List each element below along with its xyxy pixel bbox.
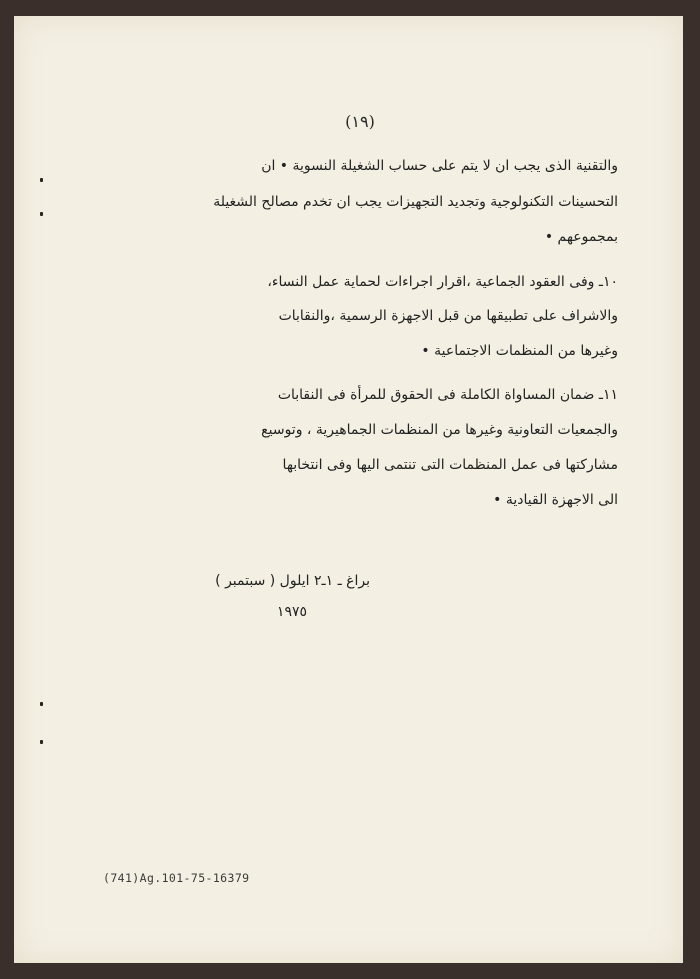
year: ١٩٧٥ (276, 604, 307, 620)
item-11-line: الى الاجهزة القيادية • (493, 492, 618, 508)
punch-hole-mark (40, 212, 43, 216)
punch-hole-mark (40, 702, 43, 706)
item-10-line: ١٠ـ وفى العقود الجماعية ،اقرار اجراءات لحماية عمل النساء، (267, 274, 618, 290)
intro-line: بمجموعهم • (544, 229, 618, 245)
item-10-line: والاشراف على تطبيقها من قبل الاجهزة الرسمية ،والنقابات (278, 308, 618, 324)
archive-code: (741)Ag.101-75-16379 (103, 871, 250, 885)
item-11-line: والجمعيات التعاونية وغيرها من المنظمات الجماهيرية ، وتوسيع (261, 422, 618, 438)
intro-line: التحسينات التكنولوجية وتجديد التجهيزات يجب ان تخدم مصالح الشغيلة (213, 194, 618, 210)
item-10-line: وغيرها من المنظمات الاجتماعية • (421, 343, 618, 359)
item-11-line: ١١ـ ضمان المساواة الكاملة فى الحقوق للمرأة فى النقابات (277, 387, 618, 403)
place-date: براغ ـ ١ـ٢ ايلول ( سبتمبر ) (215, 573, 370, 589)
punch-hole-mark (40, 178, 43, 182)
item-11-line: مشاركتها فى عمل المنظمات التى تنتمى اليها وفى انتخابها (282, 457, 618, 473)
page-number: (١٩) (345, 112, 375, 131)
intro-line: والتقنية الذى يجب ان لا يتم على حساب الشغيلة النسوية • ان (261, 158, 618, 174)
punch-hole-mark (40, 740, 43, 744)
